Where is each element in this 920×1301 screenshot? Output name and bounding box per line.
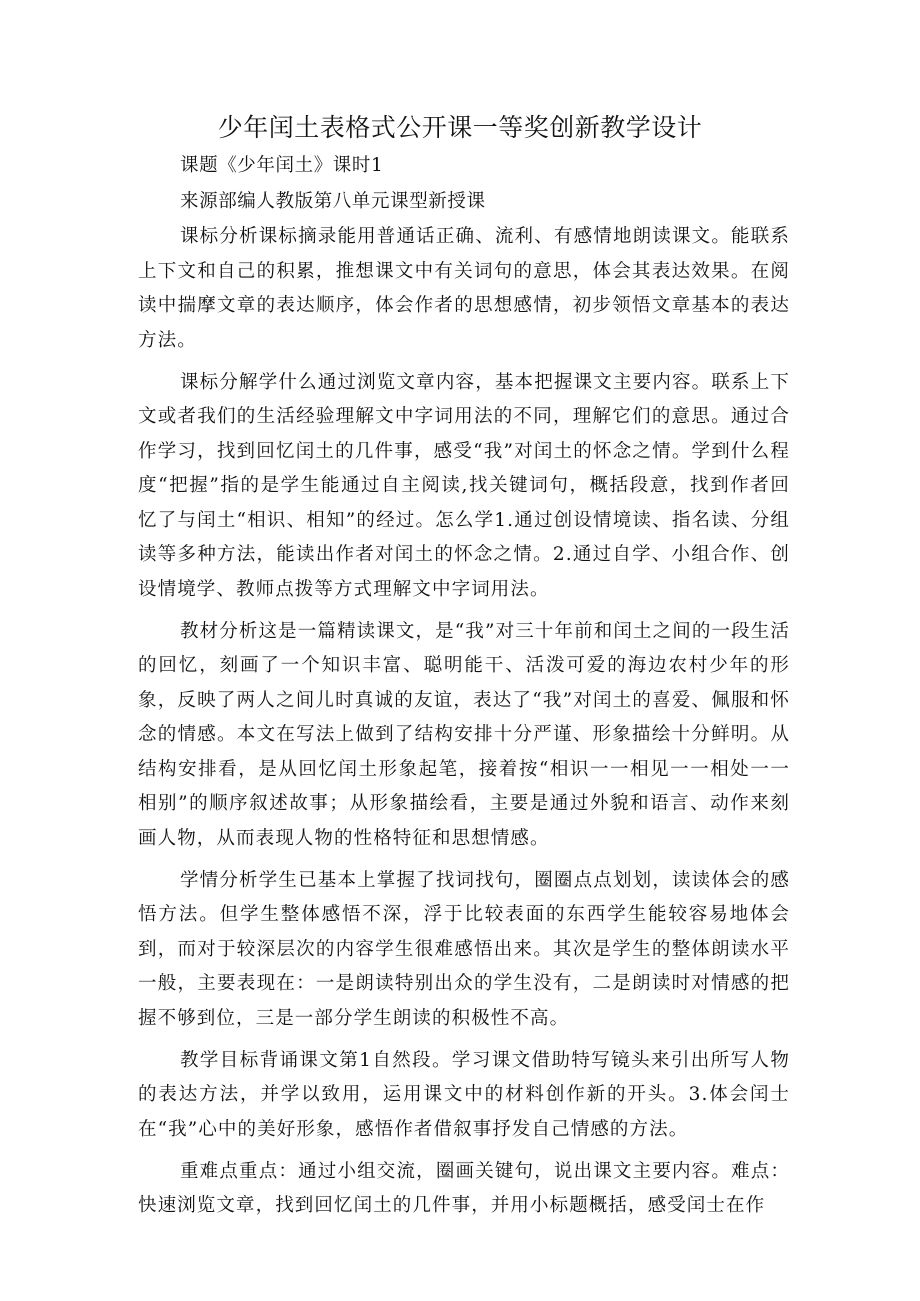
paragraph-key-difficulties: 重难点重点：通过小组交流，圈画关键句，说出课文主要内容。难点：快速浏览文章，找到回忆闰土的几件事，并用小标题概括，感受闰士在作 [138,1160,790,1216]
paragraph-curriculum-breakdown: 课标分解学什么通过浏览文章内容，基本把握课文主要内容。联系上下文或者我们的生活经验理解文中字词用法的不同，理解它们的意思。通过合作学习，找到回忆闰土的几件事，感受“我”对闰土的怀念之情。学到什么程度“把握”指的是学生能通过自主阅读,找关键词句，概括段意，找到作者回忆了与闰土“相识、相知”的经过。怎么学1.通过创设情境读、指名读、分组读等多种方法，能读出作者对闰土的怀念之情。2.通过自学、小组合作、创设情境学、教师点拨等方式理解文中字词用法。 [138,371,790,600]
document-title: 少年闰土表格式公开课一等奖创新教学设计 [217,113,703,142]
lesson-source-line: 来源部编人教版第八单元课型新授课 [180,191,486,212]
lesson-topic-line: 课题《少年闰土》课时1 [180,155,384,176]
paragraph-student-analysis: 学情分析学生已基本上掌握了找词找句，圈圈点点划划，读读体会的感悟方法。但学生整体感悟不深，浮于比较表面的东西学生能较容易地体会到，而对于较深层次的内容学生很难感悟出来。其次是学生的整体朗读水平一般，主要表现在：一是朗读特别出众的学生没有，二是朗读时对情感的把握不够到位，三是一部分学生朗读的积极性不高。 [138,869,790,1029]
paragraph-curriculum-analysis: 课标分析课标摘录能用普通话正确、流利、有感情地朗读课文。能联系上下文和自己的积累，推想课文中有关词句的意思，体会其表达效果。在阅读中揣摩文章的表达顺序，体会作者的思想感情，初步领悟文章基本的表达方法。 [138,226,790,351]
document-body [138,148,790,1231]
paragraph-teaching-goals: 教学目标背诵课文第1自然段。学习课文借助特写镜头来引出所写人物的表达方法，并学以致用，运用课文中的材料创作新的开头。3.体会闰士在“我”心中的美好形象，感悟作者借叙事抒发自己情感的方法。 [138,1049,790,1140]
paragraph-textbook-analysis: 教材分析这是一篇精读课文，是“我”对三十年前和闰土之间的一段生活的回忆，刻画了一个知识丰富、聪明能干、活泼可爱的海边农村少年的形象，反映了两人之间儿时真诚的友谊，表达了“我”对闰土的喜爱、佩服和怀念的情感。本文在写法上做到了结构安排十分严谨、形象描绘十分鲜明。从结构安排看，是从回忆闰土形象起笔，接着按“相识一一相见一一相处一一相别”的顺序叙述故事；从形象描绘看，主要是通过外貌和语言、动作来刻画人物，从而表现人物的性格特征和思想情感。 [138,620,790,849]
